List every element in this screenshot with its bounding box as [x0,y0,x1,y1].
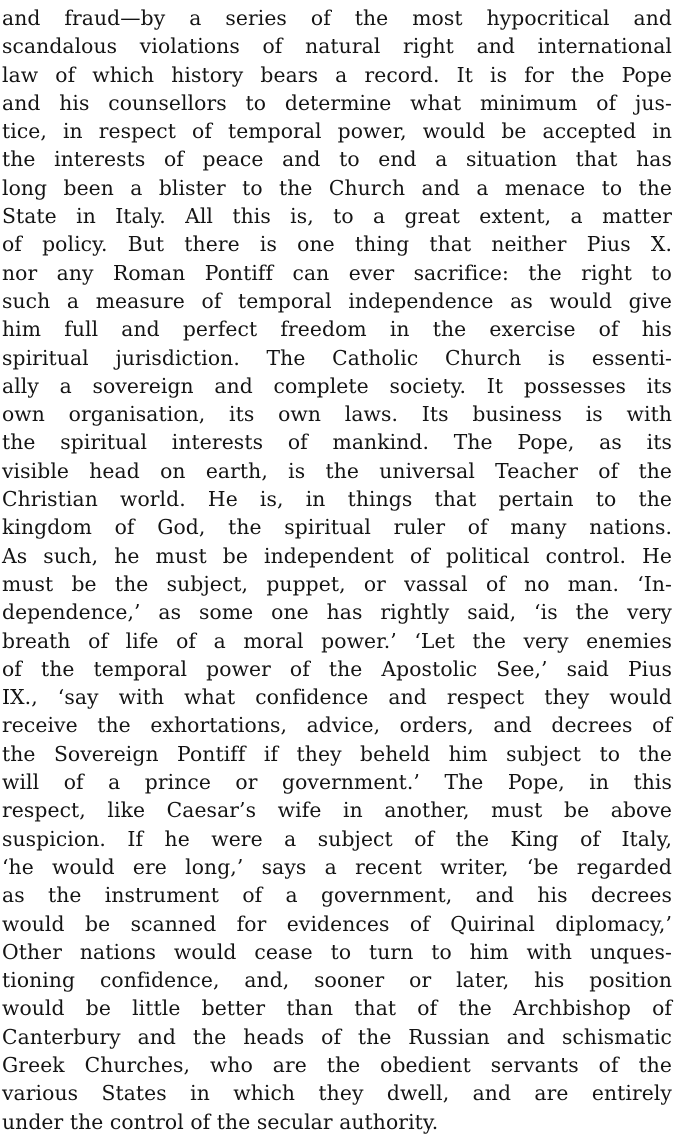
text-line: will of a prince or government.’ The Pope, in this [2,770,672,795]
text-line: him full and perfect freedom in the exercise of his [2,317,672,342]
text-line: the spiritual interests of mankind. The Pope, as its [2,430,672,455]
text-line: of policy. But there is one thing that neither Pius X. [2,232,672,257]
text-line: ‘he would ere long,’ says a recent writer, ‘be regarded [2,854,672,879]
text-line: nor any Roman Pontiff can ever sacrifice: the right to [2,260,672,285]
text-line: the Sovereign Pontiff if they beheld him subject to the [2,741,672,766]
text-line: as the instrument of a government, and his decrees [2,883,672,908]
text-line: As such, he must be independent of political control. He [2,543,672,568]
text-line: spiritual jurisdiction. The Catholic Church is essenti- [2,345,672,370]
text-line: visible head on earth, is the universal Teacher of the [2,458,672,483]
text-line: receive the exhortations, advice, orders, and decrees of [2,713,672,738]
text-line: State in Italy. All this is, to a great extent, a matter [2,204,672,229]
text-line: would be scanned for evidences of Quirinal diplomacy,’ [2,911,672,936]
text-line: scandalous violations of natural right and international [2,34,672,59]
text-line: must be the subject, puppet, or vassal of no man. ‘In- [2,571,672,596]
text-line: own organisation, its own laws. Its business is with [2,402,672,427]
text-line: respect, like Caesar’s wife in another, must be above [2,798,672,823]
text-line: breath of life of a moral power.’ ‘Let the very enemies [2,628,672,653]
text-line: dependence,’ as some one has rightly said, ‘is the very [2,600,672,625]
text-line-last: under the control of the secular authority. [2,1109,439,1134]
text-line: Greek Churches, who are the obedient servants of the [2,1052,672,1077]
text-line: Canterbury and the heads of the Russian and schismatic [2,1024,672,1049]
text-line: kingdom of God, the spiritual ruler of many nations. [2,515,672,540]
text-line: ally a sovereign and complete society. It possesses its [2,373,672,398]
text-line: would be little better than that of the Archbishop of [2,996,672,1021]
text-line: long been a blister to the Church and a menace to the [2,175,672,200]
text-line: IX., ‘say with what confidence and respect they would [2,685,672,710]
text-line: tioning confidence, and, sooner or later, his position [2,968,672,993]
text-line: suspicion. If he were a subject of the King of Italy, [2,826,672,851]
text-line: such a measure of temporal independence as would give [2,288,672,313]
text-line: the interests of peace and to end a situation that has [2,147,672,172]
text-line: Other nations would cease to turn to him with unques- [2,939,672,964]
text-line: and fraud—by a series of the most hypocritical and [2,6,672,30]
text-line: tice, in respect of temporal power, would be accepted in [2,119,672,144]
text-line: of the temporal power of the Apostolic See,’ said Pius [2,656,672,681]
text-line: Christian world. He is, in things that pertain to the [2,487,672,512]
text-line: various States in which they dwell, and are entirely [2,1081,672,1106]
text-line: and his counsellors to determine what minimum of jus- [2,90,672,115]
text-line: law of which history bears a record. It is for the Pope [2,62,672,87]
